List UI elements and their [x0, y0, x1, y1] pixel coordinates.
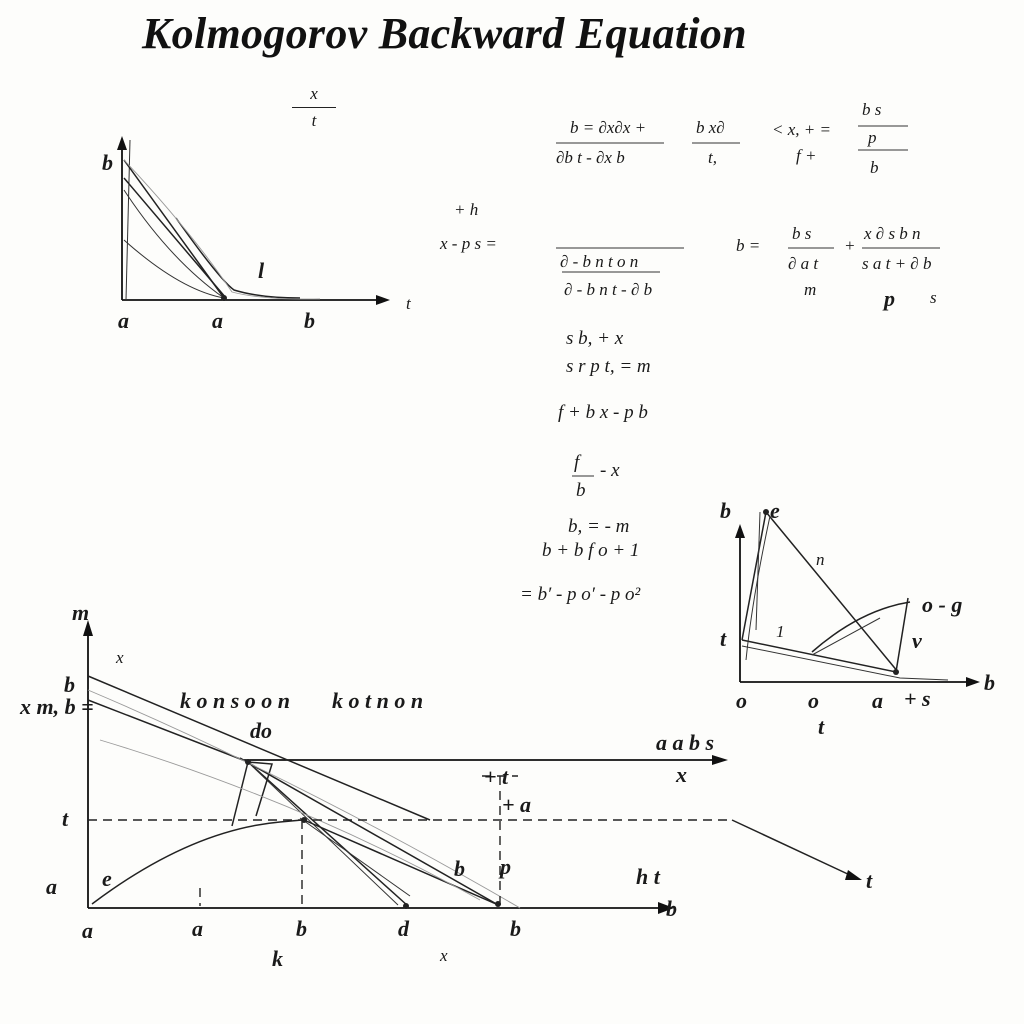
eq1-denominator: ∂b t - ∂x b: [556, 148, 625, 167]
bottom-plot-b-left: b: [64, 672, 75, 697]
derivation-line-5: f + b x - p b: [558, 402, 648, 423]
bottom-plot-k-below: k: [272, 946, 283, 971]
eq1-relation: < x, + =: [772, 120, 831, 139]
bottom-plot-t-far: t: [866, 868, 873, 893]
bottom-plot-x-mark: x: [116, 648, 124, 667]
page-title: Kolmogorov Backward Equation: [142, 9, 747, 58]
eq2-prefix: + h: [454, 200, 479, 219]
eq1-numerator: b = ∂x∂x +: [570, 118, 647, 137]
bottom-plot-x-d: d: [398, 916, 409, 941]
right-plot-curves: [742, 509, 948, 680]
right-plot-o-mid: o: [808, 688, 819, 713]
bottom-plot-do: do: [250, 718, 272, 743]
bottom-plot-x-a2: a: [192, 916, 203, 941]
eq2-rhs-lhs: b =: [736, 236, 761, 255]
top-left-right-label: b: [304, 308, 315, 333]
eq2-m: m: [804, 280, 817, 299]
bottom-plot-upper-axis: a a b s: [656, 730, 715, 755]
eq2-s: s: [930, 288, 937, 307]
eq1-rhs-numerator: b s: [862, 100, 882, 119]
right-plot-b-end: b: [984, 670, 995, 695]
derivation-line-3: s b, + x: [566, 328, 624, 349]
eq2-p: p: [884, 286, 895, 311]
eq1-rhs-mid: p: [868, 128, 877, 147]
bottom-plot-upper-axis-end: x: [676, 762, 687, 787]
derivation-line-9: = b′ - p o′ - p o²: [520, 584, 641, 605]
right-plot-t: t: [720, 626, 727, 651]
bottom-plot-axes: [83, 620, 728, 914]
top-left-plot-curves: [124, 160, 320, 301]
top-left-origin-label: a: [118, 308, 129, 333]
eq2-numerator: ∂ - b n t o n: [560, 252, 639, 271]
bottom-plot-a-mark: + a: [502, 792, 532, 817]
bottom-plot-t-mark: + t: [484, 764, 509, 789]
bottom-plot-y-top: m: [72, 600, 90, 625]
bottom-plot-a-left: a: [46, 874, 57, 899]
eq2-rhs2-denominator: s a t + ∂ b: [862, 254, 932, 273]
eq2-rhs2-numerator: x ∂ s b n: [864, 224, 921, 243]
top-left-y-label: b: [102, 150, 113, 175]
bottom-plot-e-left: e: [102, 866, 112, 891]
top-left-plot-axes: [117, 136, 390, 305]
bottom-plot-ht: h t: [636, 864, 660, 889]
fraction-denominator: t: [311, 111, 317, 130]
eq2-rhs-denominator: ∂ a t: [788, 254, 819, 273]
eq1-relation-2: f +: [796, 146, 817, 165]
bottom-plot-x-b2: b: [510, 916, 521, 941]
bottom-plot-b-mid: b: [454, 856, 465, 881]
right-plot-e-top: e: [770, 498, 780, 523]
top-left-mid-label: a: [212, 308, 223, 333]
bottom-plot-left-eq: x m, b =: [20, 694, 94, 719]
derivation-line-7: b, = - m: [568, 516, 630, 537]
top-left-axis-end: t: [406, 294, 411, 313]
bottom-plot-x-end: b: [666, 896, 677, 921]
right-plot-v: v: [912, 628, 922, 653]
derivation-line-8: b + b f o + 1: [542, 540, 640, 561]
right-plot-below: t: [818, 714, 825, 739]
bottom-plot-x-below: x: [440, 946, 448, 965]
right-plot-one: 1: [776, 622, 785, 641]
right-plot-b-top: b: [720, 498, 731, 523]
derivation-line-4: s r p t, = m: [566, 356, 651, 377]
eq2-rhs-plus: +: [844, 236, 856, 255]
bottom-plot-x-a: a: [82, 918, 93, 943]
bottom-plot-p-mid: p: [500, 854, 511, 879]
top-left-curve-label: l: [258, 258, 265, 283]
right-plot-curve-label: o - g: [922, 592, 963, 617]
fraction-numerator: x: [310, 84, 318, 103]
bottom-plot-t-left: t: [62, 806, 69, 831]
right-plot-a: a: [872, 688, 883, 713]
right-plot-plus: + s: [904, 686, 931, 711]
derivation-line-6-rest: - x: [600, 460, 620, 481]
derivation-line-6-num: f: [574, 452, 580, 473]
eq2-denominator: ∂ - b n t - ∂ b: [564, 280, 653, 299]
right-plot-origin: o: [736, 688, 747, 713]
right-plot-n: n: [816, 550, 825, 569]
bottom-plot-header-right: k o t n o n: [332, 688, 424, 713]
derivation-line-6-den: b: [576, 480, 586, 501]
eq2-lhs: x - p s =: [440, 234, 497, 253]
eq2-rhs-numerator: b s: [792, 224, 812, 243]
eq1-term2-numerator: b x∂: [696, 118, 725, 137]
bottom-plot-x-b: b: [296, 916, 307, 941]
bottom-plot-header-left: k o n s o o n: [180, 688, 291, 713]
eq1-term2-denominator: t,: [708, 148, 717, 167]
eq1-rhs-denominator: b: [870, 158, 879, 177]
